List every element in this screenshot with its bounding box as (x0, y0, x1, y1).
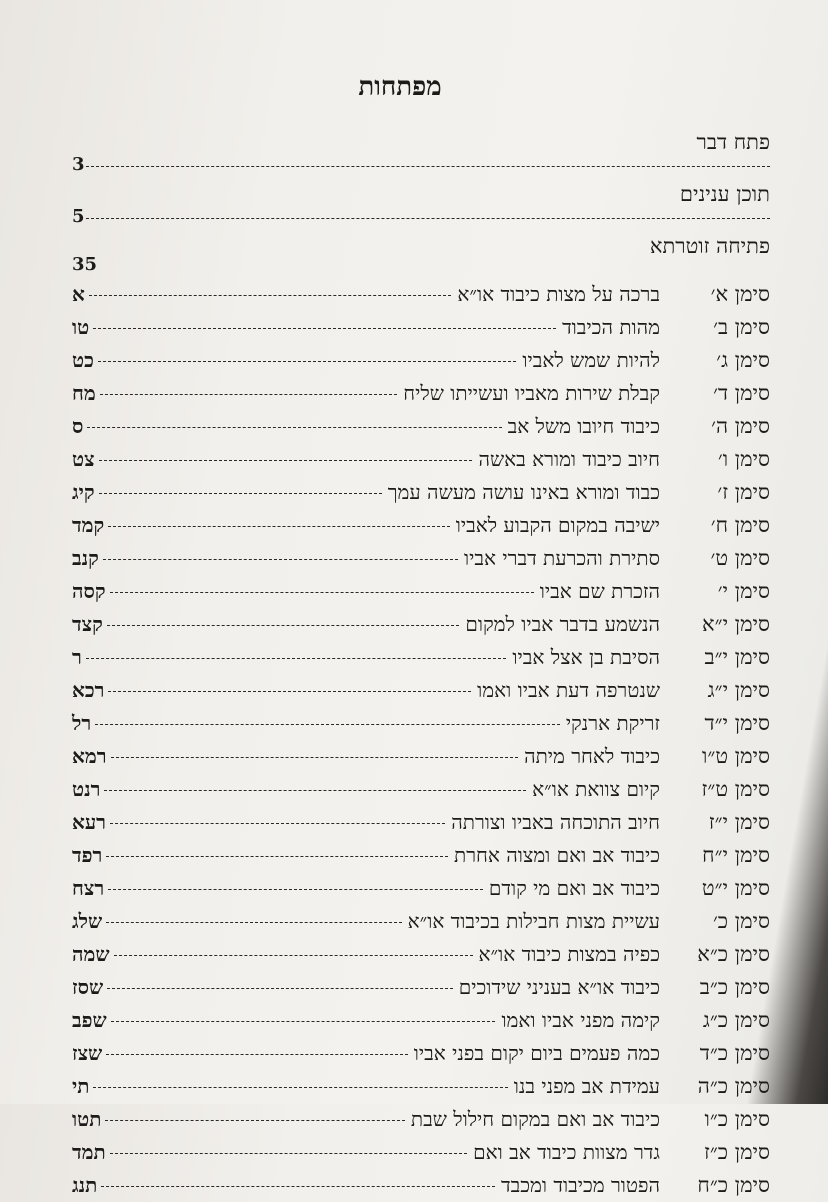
toc-entry-row (72, 410, 770, 443)
siman-label: סימן ג׳ (716, 348, 770, 372)
siman-label: סימן י״ג (707, 678, 770, 702)
dot-leader (108, 889, 483, 890)
toc-entry-row (72, 1103, 770, 1136)
toc-entry-row (72, 344, 770, 377)
entry-title: הנשמע בדבר אביו למקום (465, 612, 660, 636)
toc-entry-row (72, 377, 770, 410)
toc-front-page-row (72, 206, 770, 232)
dot-leader (95, 724, 560, 725)
siman-label: סימן י״ז (708, 810, 770, 834)
entry-title: כיבוד חיובו משל אב (507, 414, 660, 438)
entry-page-number: א (72, 282, 85, 306)
entry-title: ישיבה במקום הקבוע לאביו (455, 513, 660, 537)
siman-label: סימן י״ב (704, 645, 770, 669)
entry-title: ברכה על מצות כיבוד או״א (457, 282, 660, 306)
dot-leader (101, 1186, 495, 1187)
entry-title: כיבוד אב ואם מי קודם (488, 876, 660, 900)
siman-label: סימן ט״ז (701, 777, 770, 801)
dot-leader (103, 559, 458, 560)
entry-title: קימה מפני אביו ואמו (501, 1008, 660, 1032)
entry-title: כבוד ומורא באינו עושה מעשה עמך (387, 480, 660, 504)
toc-entries (72, 278, 770, 1202)
entry-title: הזכרת שם אביו (539, 579, 660, 603)
toc-entry-row (72, 1004, 770, 1037)
toc-page-number: 5 (72, 206, 85, 227)
siman-label: סימן ד׳ (713, 381, 770, 405)
siman-label: סימן כ׳ (712, 909, 770, 933)
siman-label: סימן ב׳ (713, 315, 770, 339)
entry-page-number: כט (72, 348, 94, 372)
dot-leader (107, 988, 453, 989)
dot-leader (98, 361, 516, 362)
entry-title: עשיית מצות חבילות בכיבוד או״א (407, 909, 660, 933)
toc-entry-row (72, 971, 770, 1004)
entry-page-number: רכא (72, 678, 105, 702)
toc-entry-row (72, 278, 770, 311)
entry-title: הפטור מכיבוד ומכבד (501, 1173, 660, 1197)
entry-page-number: קנב (72, 546, 99, 570)
siman-label: סימן י״ד (704, 711, 770, 735)
entry-page-number: טו (72, 315, 90, 339)
entry-title: קבלת שירות מאביו ועשייתו שליח (403, 381, 660, 405)
entry-page-number: רל (72, 711, 92, 735)
entry-page-number: תנג (72, 1173, 98, 1197)
toc-label: פתיחה זוטרתא (649, 234, 770, 258)
toc-entry-row (72, 872, 770, 905)
siman-label: סימן כ״ג (702, 1008, 770, 1032)
siman-label: סימן כ״ו (704, 1107, 770, 1131)
dot-leader (105, 1120, 405, 1121)
entry-title: שנטרפה דעת אביו ואמו (477, 678, 660, 702)
entry-page-number: תמד (72, 1140, 106, 1164)
dot-leader (106, 856, 448, 857)
dot-leader (93, 1087, 508, 1088)
entry-title: עמידת אב מפני בנו (513, 1074, 660, 1098)
toc-entry-row (72, 476, 770, 509)
toc-entry-row (72, 542, 770, 575)
toc-entry-row (72, 773, 770, 806)
toc-entry-row (72, 905, 770, 938)
dot-leader (86, 658, 506, 659)
entry-page-number: שסז (72, 975, 104, 999)
dot-leader (106, 1054, 408, 1055)
dot-leader (86, 218, 770, 219)
entry-title: כיבוד לאחר מיתה (524, 744, 660, 768)
toc-entry-row (72, 839, 770, 872)
entry-title: זריקת ארנקי (565, 711, 660, 735)
toc-front-item (72, 128, 770, 154)
entry-title: קיום צוואת או״א (532, 777, 660, 801)
entry-page-number: קצד (72, 612, 103, 636)
entry-page-number: ס (72, 414, 84, 438)
toc-entry-row (72, 509, 770, 542)
dot-leader (104, 790, 526, 791)
siman-label: סימן כ״ד (699, 1041, 770, 1065)
toc-entry-row (72, 1136, 770, 1169)
toc-front-page-row (72, 154, 770, 180)
dot-leader (111, 757, 518, 758)
toc-label: פתח דבר (696, 130, 770, 154)
toc-front-page-row (72, 254, 770, 278)
toc-entry-row (72, 806, 770, 839)
entry-title: כפיה במצות כיבוד או״א (478, 942, 660, 966)
siman-label: סימן ט״ו (702, 744, 770, 768)
toc-label: תוכן ענינים (679, 182, 770, 206)
entry-page-number: צט (72, 447, 95, 471)
siman-label: סימן כ״א (697, 942, 770, 966)
toc-entry-row (72, 674, 770, 707)
toc-entry-row (72, 707, 770, 740)
siman-label: סימן ז׳ (717, 480, 770, 504)
entry-title: חיוב כיבוד ומורא באשה (478, 447, 660, 471)
entry-page-number: ר (72, 645, 82, 669)
entry-page-number: שצז (72, 1041, 103, 1065)
dot-leader (110, 592, 534, 593)
entry-title: להיות שמש לאביו (522, 348, 660, 372)
entry-page-number: רמא (72, 744, 107, 768)
entry-page-number: תטו (72, 1107, 102, 1131)
entry-title: כמה פעמים ביום יקום בפני אביו (413, 1041, 660, 1065)
toc-page-number: 35 (72, 254, 98, 275)
entry-page-number: שלג (72, 909, 103, 933)
entry-page-number: רפד (72, 843, 103, 867)
toc-entry-row (72, 740, 770, 773)
entry-title: כיבוד אב ואם ומצוה אחרת (454, 843, 660, 867)
dot-leader (110, 823, 445, 824)
dot-leader (99, 460, 472, 461)
toc-entry-row (72, 443, 770, 476)
dot-leader (114, 955, 473, 956)
siman-label: סימן א׳ (710, 282, 770, 306)
entry-title: סתירת והכרעת דברי אביו (464, 546, 660, 570)
entry-title: גדר מצוות כיבוד אב ואם (473, 1140, 660, 1164)
toc-entry-row (72, 311, 770, 344)
entry-page-number: קיג (72, 480, 95, 504)
siman-label: סימן כ״ה (697, 1074, 770, 1098)
toc-entry-row (72, 1169, 770, 1202)
entry-page-number: קמד (72, 513, 105, 537)
siman-label: סימן ו׳ (717, 447, 770, 471)
siman-label: סימן ט׳ (710, 546, 770, 570)
siman-label: סימן כ״ח (697, 1173, 770, 1197)
entry-page-number: רנט (72, 777, 101, 801)
siman-label: סימן י׳ (717, 579, 770, 603)
dot-leader (110, 1153, 467, 1154)
toc-entry-row (72, 575, 770, 608)
entry-page-number: שמה (72, 942, 110, 966)
dot-leader (108, 691, 471, 692)
dot-leader (99, 493, 382, 494)
siman-label: סימן י״ח (702, 843, 770, 867)
entry-title: כיבוד או״א בעניני שידוכים (458, 975, 660, 999)
toc-entry-row (72, 1037, 770, 1070)
entry-title: מהות הכיבוד (562, 315, 660, 339)
entry-page-number: רעא (72, 810, 106, 834)
entry-page-number: רצח (72, 876, 105, 900)
dot-leader (106, 922, 402, 923)
toc-front-item (72, 180, 770, 206)
table-of-contents (72, 128, 770, 1202)
entry-page-number: מח (72, 381, 96, 405)
dot-leader (111, 1021, 495, 1022)
dot-leader (89, 295, 451, 296)
toc-front-item (72, 232, 770, 258)
entry-page-number: שפב (72, 1008, 107, 1032)
toc-entry-row (72, 608, 770, 641)
dot-leader (107, 625, 459, 626)
entry-page-number: תי (72, 1074, 90, 1098)
toc-entry-row (72, 938, 770, 971)
dot-leader (86, 166, 770, 167)
dot-leader (108, 526, 450, 527)
siman-label: סימן כ״ז (703, 1140, 770, 1164)
dot-leader (100, 394, 397, 395)
entry-title: כיבוד אב ואם במקום חילול שבת (410, 1107, 660, 1131)
siman-label: סימן י״א (701, 612, 770, 636)
siman-label: סימן כ״ב (699, 975, 770, 999)
entry-page-number: קסה (72, 579, 106, 603)
dot-leader (93, 328, 556, 329)
siman-label: סימן ח׳ (710, 513, 770, 537)
dot-leader (87, 427, 502, 428)
entry-title: הסיבת בן אצל אביו (512, 645, 660, 669)
toc-page-number: 3 (72, 154, 85, 175)
page-title: מפתחות (358, 72, 442, 102)
entry-title: חיוב התוכחה באביו וצורתה (451, 810, 660, 834)
siman-label: סימן י״ט (701, 876, 770, 900)
toc-entry-row (72, 1070, 770, 1103)
siman-label: סימן ה׳ (711, 414, 770, 438)
toc-entry-row (72, 641, 770, 674)
